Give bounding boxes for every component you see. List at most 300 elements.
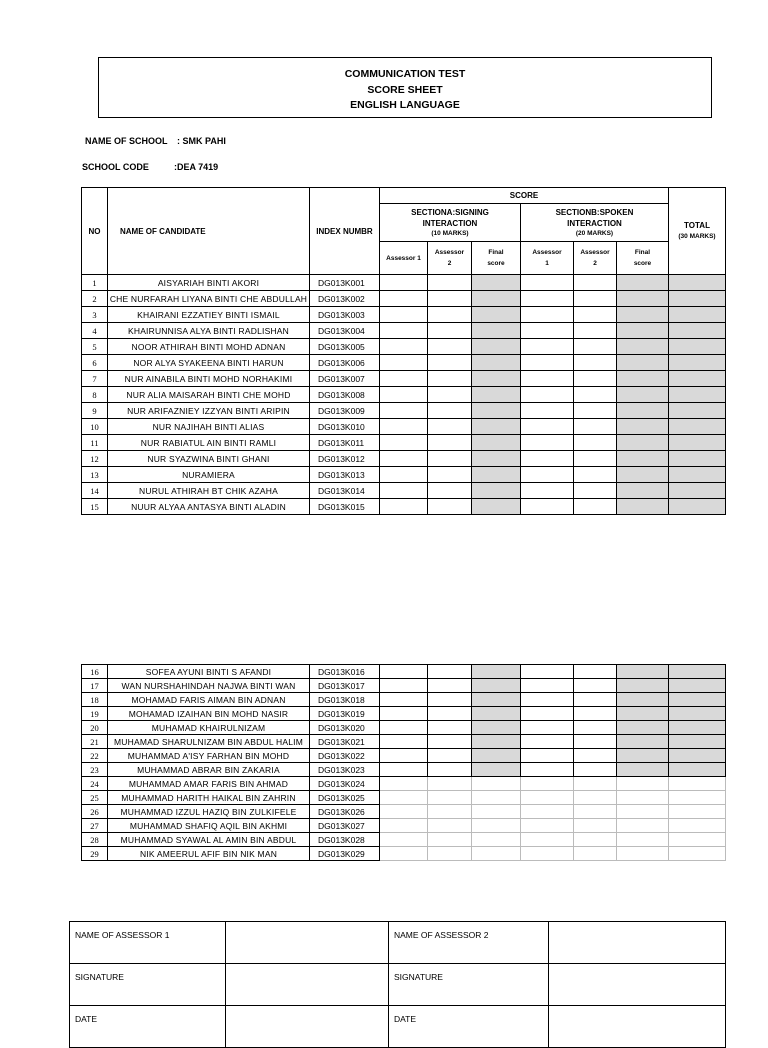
sec-a-assessor-2-score[interactable] <box>428 693 472 707</box>
sec-a-assessor-2-score[interactable] <box>428 499 472 515</box>
sec-b-assessor-1-score[interactable] <box>521 791 574 805</box>
row-number: 9 <box>82 403 108 419</box>
index-number: DG013K008 <box>310 387 380 403</box>
sec-a-assessor-2-score[interactable] <box>428 763 472 777</box>
sec-a-assessor-2-score[interactable] <box>428 355 472 371</box>
table-row <box>82 763 726 777</box>
candidate-name: MUHAMMAD IZZUL HAZIQ BIN ZULKIFELE <box>108 805 310 819</box>
sec-a-assessor-2-score[interactable] <box>428 451 472 467</box>
sec-b-assessor-2-score[interactable] <box>574 805 617 819</box>
sec-b-final-score[interactable] <box>617 707 669 721</box>
index-number: DG013K003 <box>310 307 380 323</box>
table-row <box>82 499 726 515</box>
assessor-2-date-field[interactable] <box>549 1006 726 1048</box>
candidate-name: MUHAMMAD A'ISY FARHAN BIN MOHD <box>108 749 310 763</box>
table-row <box>82 819 726 833</box>
sec-b-assessor-2-score[interactable] <box>574 665 617 679</box>
sec-a-final-score[interactable] <box>472 499 521 515</box>
sec-a-final-score[interactable] <box>472 403 521 419</box>
total-score[interactable] <box>669 679 726 693</box>
sec-b-assessor-1-score[interactable] <box>521 371 574 387</box>
sec-b-assessor-1-score[interactable] <box>521 805 574 819</box>
sec-a-assessor-1-score[interactable] <box>380 339 428 355</box>
total-score[interactable] <box>669 291 726 307</box>
index-number: DG013K009 <box>310 403 380 419</box>
sec-b-assessor-1-score[interactable] <box>521 275 574 291</box>
assessor-1-signature-field[interactable] <box>226 964 389 1006</box>
total-score[interactable] <box>669 833 726 847</box>
sec-b-assessor-1-score[interactable] <box>521 467 574 483</box>
total-score[interactable] <box>669 499 726 515</box>
total-score[interactable] <box>669 847 726 861</box>
table-row <box>82 275 726 291</box>
section-b-marks: (20 MARKS) <box>575 230 614 237</box>
candidate-name: MUHAMMAD SYAWAL AL AMIN BIN ABDUL <box>108 833 310 847</box>
sec-b-assessor-1-score[interactable] <box>521 403 574 419</box>
sec-b-assessor-1-score[interactable] <box>521 833 574 847</box>
row-number: 17 <box>82 679 108 693</box>
table-row <box>82 435 726 451</box>
sec-b-final-score[interactable] <box>617 791 669 805</box>
total-score[interactable] <box>669 307 726 323</box>
sec-a-assessor-1-score[interactable] <box>380 707 428 721</box>
col-header-no: NO <box>82 188 108 275</box>
sec-a-assessor-1-score[interactable] <box>380 419 428 435</box>
sec-a-assessor-1-score[interactable] <box>380 679 428 693</box>
candidate-name: MUHAMMAD ABRAR BIN ZAKARIA <box>108 763 310 777</box>
sec-a-assessor-2-score[interactable] <box>428 805 472 819</box>
index-number: DG013K005 <box>310 339 380 355</box>
index-number: DG013K027 <box>310 819 380 833</box>
table-row <box>82 693 726 707</box>
sec-b-final-score[interactable] <box>617 307 669 323</box>
sec-b-assessor-2-score[interactable] <box>574 483 617 499</box>
sec-a-assessor-2-score[interactable] <box>428 419 472 435</box>
index-number: DG013K002 <box>310 291 380 307</box>
sec-b-assessor-2-score[interactable] <box>574 721 617 735</box>
sec-a-assessor-1-score[interactable] <box>380 665 428 679</box>
sec-b-final-score[interactable] <box>617 451 669 467</box>
sec-a-assessor-1-score[interactable] <box>380 721 428 735</box>
sec-b-final-score[interactable] <box>617 693 669 707</box>
sec-a-assessor-2-score[interactable] <box>428 721 472 735</box>
index-number: DG013K004 <box>310 323 380 339</box>
total-score[interactable] <box>669 387 726 403</box>
row-number: 18 <box>82 693 108 707</box>
sec-a-assessor-1-score[interactable] <box>380 467 428 483</box>
total-score[interactable] <box>669 339 726 355</box>
table-row <box>82 735 726 749</box>
sec-b-assessor-1-score[interactable] <box>521 847 574 861</box>
candidate-name: NIK AMEERUL AFIF BIN NIK MAN <box>108 847 310 861</box>
sec-b-assessor-2-score[interactable] <box>574 387 617 403</box>
table-row <box>82 419 726 435</box>
index-number: DG013K025 <box>310 791 380 805</box>
total-score[interactable] <box>669 721 726 735</box>
sec-a-final-score[interactable] <box>472 451 521 467</box>
candidate-name: MUHAMAD SHARULNIZAM BIN ABDUL HALIM <box>108 735 310 749</box>
total-score[interactable] <box>669 483 726 499</box>
sec-b-final-score[interactable] <box>617 499 669 515</box>
index-number: DG013K024 <box>310 777 380 791</box>
sec-b-assessor-2-score[interactable] <box>574 339 617 355</box>
sec-b-final-score[interactable] <box>617 763 669 777</box>
sec-a-final-score[interactable] <box>472 791 521 805</box>
assessor-2-signature-field[interactable] <box>549 964 726 1006</box>
sec-a-assessor-1-score[interactable] <box>380 693 428 707</box>
sec-a-final-score[interactable] <box>472 721 521 735</box>
sec-a-assessor-1-score[interactable] <box>380 291 428 307</box>
sec-b-final-score[interactable] <box>617 435 669 451</box>
sec-a-assessor-1-score[interactable] <box>380 833 428 847</box>
section-b-header <box>521 204 669 242</box>
assessor-1-date-field[interactable] <box>226 1006 389 1048</box>
total-score[interactable] <box>669 735 726 749</box>
sec-a-final-score[interactable] <box>472 371 521 387</box>
sec-a-final-score[interactable] <box>472 387 521 403</box>
col-header-total <box>669 188 726 275</box>
assessor-2-name-field[interactable] <box>549 922 726 964</box>
total-score[interactable] <box>669 707 726 721</box>
sec-b-assessor-1-score[interactable] <box>521 777 574 791</box>
sec-b-assessor-2-score[interactable] <box>574 693 617 707</box>
sec-b-assessor-1-score[interactable] <box>521 419 574 435</box>
table-row <box>82 339 726 355</box>
sec-a-assessor-1-score[interactable] <box>380 735 428 749</box>
total-score[interactable] <box>669 275 726 291</box>
sec-b-assessor-2-score[interactable] <box>574 679 617 693</box>
sec-b-assessor-2-score[interactable] <box>574 323 617 339</box>
sec-a-assessor-1-score[interactable] <box>380 451 428 467</box>
sec-b-assessor-2-score[interactable] <box>574 735 617 749</box>
row-number: 2 <box>82 291 108 307</box>
sec-a-final-score[interactable] <box>472 707 521 721</box>
index-number: DG013K020 <box>310 721 380 735</box>
sec-a-final-score[interactable] <box>472 763 521 777</box>
sec-a-assessor-1-score[interactable] <box>380 763 428 777</box>
sec-a-assessor-2-score[interactable] <box>428 833 472 847</box>
sec-b-assessor-2-score[interactable] <box>574 419 617 435</box>
sec-a-final-score[interactable] <box>472 693 521 707</box>
sec-b-final-score[interactable] <box>617 291 669 307</box>
row-number: 4 <box>82 323 108 339</box>
index-number: DG013K013 <box>310 467 380 483</box>
candidate-name: WAN NURSHAHINDAH NAJWA BINTI WAN <box>108 679 310 693</box>
sec-a-final-score[interactable] <box>472 307 521 323</box>
sec-a-assessor-2-score[interactable] <box>428 371 472 387</box>
total-score[interactable] <box>669 777 726 791</box>
sec-a-assessor-1-score[interactable] <box>380 819 428 833</box>
row-number: 7 <box>82 371 108 387</box>
sec-b-final-score[interactable] <box>617 467 669 483</box>
row-number: 29 <box>82 847 108 861</box>
total-score[interactable] <box>669 371 726 387</box>
sec-a-final-score[interactable] <box>472 435 521 451</box>
index-number: DG013K028 <box>310 833 380 847</box>
sec-a-assessor-2-score[interactable] <box>428 403 472 419</box>
title-line-1: COMMUNICATION TEST <box>344 68 466 80</box>
sec-a-assessor-1-score[interactable] <box>380 387 428 403</box>
row-number: 5 <box>82 339 108 355</box>
assessor-signoff-table <box>69 921 726 1048</box>
sec-b-final-score[interactable] <box>617 819 669 833</box>
sec-b-assessor-2-score[interactable] <box>574 791 617 805</box>
sec-b-assessor-2-score[interactable] <box>574 467 617 483</box>
sec-a-assessor-1-score[interactable] <box>380 805 428 819</box>
sec-b-assessor-1-score[interactable] <box>521 763 574 777</box>
sec-a-assessor-2-score[interactable] <box>428 749 472 763</box>
candidate-name: NUR SYAZWINA BINTI GHANI <box>108 451 310 467</box>
table-row <box>82 403 726 419</box>
sec-b-final-score[interactable] <box>617 805 669 819</box>
sec-a-assessor-2-score[interactable] <box>428 339 472 355</box>
total-score[interactable] <box>669 819 726 833</box>
sec-a-final-score[interactable] <box>472 833 521 847</box>
total-score[interactable] <box>669 323 726 339</box>
sec-a-final-score[interactable] <box>472 679 521 693</box>
sec-a-assessor-1-score[interactable] <box>380 435 428 451</box>
sec-b-assessor-1-score[interactable] <box>521 819 574 833</box>
table-row <box>82 847 726 861</box>
sec-b-final-score[interactable] <box>617 339 669 355</box>
sec-b-assessor-2-score[interactable] <box>574 499 617 515</box>
sec-b-final-score[interactable] <box>617 483 669 499</box>
sec-a-assessor-2-score[interactable] <box>428 791 472 805</box>
sec-b-assessor-2-score[interactable] <box>574 819 617 833</box>
sec-b-assessor-1-score[interactable] <box>521 355 574 371</box>
index-number: DG013K019 <box>310 707 380 721</box>
sec-b-assessor-2-score[interactable] <box>574 275 617 291</box>
sec-a-assessor-2-score[interactable] <box>428 707 472 721</box>
sec-a-final-score[interactable] <box>472 749 521 763</box>
sec-a-assessor-1-score[interactable] <box>380 307 428 323</box>
row-number: 10 <box>82 419 108 435</box>
sec-a-assessor-1-score[interactable] <box>380 499 428 515</box>
col-header-name: NAME OF CANDIDATE <box>108 188 310 275</box>
table-row <box>82 721 726 735</box>
sec-b-final-score[interactable] <box>617 735 669 749</box>
sec-b-assessor-1-score[interactable] <box>521 435 574 451</box>
total-score[interactable] <box>669 467 726 483</box>
sec-a-assessor-2-score[interactable] <box>428 467 472 483</box>
sec-a-assessor-2-score[interactable] <box>428 291 472 307</box>
candidate-name: NUUR ALYAA ANTASYA BINTI ALADIN <box>108 499 310 515</box>
col-header-index: INDEX NUMBR <box>310 188 380 275</box>
sec-a-final-score[interactable] <box>472 339 521 355</box>
sec-a-assessor-1-score[interactable] <box>380 275 428 291</box>
sec-a-assessor-2-score[interactable] <box>428 679 472 693</box>
sec-b-assessor-1-score[interactable] <box>521 665 574 679</box>
sec-a-final-score[interactable] <box>472 355 521 371</box>
sec-b-assessor-2-score[interactable] <box>574 707 617 721</box>
section-a-assessor-2: Assessor 2 <box>428 242 472 275</box>
sec-a-final-score[interactable] <box>472 323 521 339</box>
sec-b-assessor-2-score[interactable] <box>574 355 617 371</box>
candidate-name: NUR ARIFAZNIEY IZZYAN BINTI ARIPIN <box>108 403 310 419</box>
sec-a-assessor-1-score[interactable] <box>380 403 428 419</box>
row-number: 11 <box>82 435 108 451</box>
sec-b-assessor-2-score[interactable] <box>574 777 617 791</box>
sec-b-assessor-1-score[interactable] <box>521 707 574 721</box>
sec-b-assessor-1-score[interactable] <box>521 307 574 323</box>
sec-b-final-score[interactable] <box>617 679 669 693</box>
sec-a-assessor-2-score[interactable] <box>428 275 472 291</box>
candidate-name: MUHAMAD KHAIRULNIZAM <box>108 721 310 735</box>
sec-a-assessor-2-score[interactable] <box>428 435 472 451</box>
sec-b-final-score[interactable] <box>617 847 669 861</box>
sec-a-assessor-2-score[interactable] <box>428 483 472 499</box>
sec-b-assessor-2-score[interactable] <box>574 371 617 387</box>
sec-a-assessor-1-score[interactable] <box>380 777 428 791</box>
assessor-1-name-label: NAME OF ASSESSOR 1 <box>70 922 226 964</box>
sec-b-assessor-2-score[interactable] <box>574 847 617 861</box>
table-row <box>82 467 726 483</box>
candidate-name: NUR NAJIHAH BINTI ALIAS <box>108 419 310 435</box>
total-score[interactable] <box>669 435 726 451</box>
section-b-assessor-2: Assessor 2 <box>574 242 617 275</box>
sec-a-assessor-2-score[interactable] <box>428 665 472 679</box>
sec-a-final-score[interactable] <box>472 819 521 833</box>
sec-b-assessor-2-score[interactable] <box>574 307 617 323</box>
sec-a-final-score[interactable] <box>472 291 521 307</box>
table-row <box>82 805 726 819</box>
index-number: DG013K026 <box>310 805 380 819</box>
sec-a-assessor-1-score[interactable] <box>380 483 428 499</box>
title-line-3: ENGLISH LANGUAGE <box>350 99 460 111</box>
section-b-assessor-1: Assessor 1 <box>521 242 574 275</box>
row-number: 21 <box>82 735 108 749</box>
sec-a-final-score[interactable] <box>472 483 521 499</box>
sec-a-assessor-2-score[interactable] <box>428 847 472 861</box>
sec-b-assessor-1-score[interactable] <box>521 749 574 763</box>
total-score[interactable] <box>669 355 726 371</box>
sec-b-final-score[interactable] <box>617 275 669 291</box>
school-code-label: SCHOOL CODE <box>82 162 149 172</box>
total-score[interactable] <box>669 665 726 679</box>
sec-b-final-score[interactable] <box>617 355 669 371</box>
sec-b-assessor-1-score[interactable] <box>521 387 574 403</box>
sec-a-assessor-1-score[interactable] <box>380 323 428 339</box>
table-row <box>82 291 726 307</box>
index-number: DG013K015 <box>310 499 380 515</box>
sec-b-final-score[interactable] <box>617 323 669 339</box>
sec-b-final-score[interactable] <box>617 749 669 763</box>
sec-a-final-score[interactable] <box>472 777 521 791</box>
school-name-value: : SMK PAHI <box>177 136 226 146</box>
total-score[interactable] <box>669 403 726 419</box>
candidate-name: NURUL ATHIRAH BT CHIK AZAHA <box>108 483 310 499</box>
sec-b-assessor-2-score[interactable] <box>574 451 617 467</box>
sec-b-assessor-1-score[interactable] <box>521 721 574 735</box>
sec-b-assessor-2-score[interactable] <box>574 435 617 451</box>
sec-b-assessor-1-score[interactable] <box>521 679 574 693</box>
total-label: TOTAL <box>684 221 710 230</box>
candidate-name: NOR ALYA SYAKEENA BINTI HARUN <box>108 355 310 371</box>
sec-b-assessor-2-score[interactable] <box>574 403 617 419</box>
assessor-1-name-field[interactable] <box>226 922 389 964</box>
sec-b-assessor-1-score[interactable] <box>521 339 574 355</box>
candidate-name: NOOR ATHIRAH BINTI MOHD ADNAN <box>108 339 310 355</box>
sec-b-final-score[interactable] <box>617 777 669 791</box>
sec-a-final-score[interactable] <box>472 275 521 291</box>
sec-b-assessor-1-score[interactable] <box>521 735 574 749</box>
index-number: DG013K010 <box>310 419 380 435</box>
sec-b-final-score[interactable] <box>617 665 669 679</box>
row-number: 25 <box>82 791 108 805</box>
sec-b-assessor-2-score[interactable] <box>574 749 617 763</box>
row-number: 3 <box>82 307 108 323</box>
sec-a-assessor-1-score[interactable] <box>380 371 428 387</box>
sec-b-final-score[interactable] <box>617 419 669 435</box>
sec-a-final-score[interactable] <box>472 419 521 435</box>
sec-a-final-score[interactable] <box>472 735 521 749</box>
total-score[interactable] <box>669 805 726 819</box>
table-row <box>82 777 726 791</box>
sec-a-final-score[interactable] <box>472 805 521 819</box>
candidate-name: NURAMIERA <box>108 467 310 483</box>
sec-b-assessor-1-score[interactable] <box>521 291 574 307</box>
table-row <box>82 791 726 805</box>
total-score[interactable] <box>669 451 726 467</box>
sec-b-assessor-1-score[interactable] <box>521 499 574 515</box>
sec-a-assessor-2-score[interactable] <box>428 819 472 833</box>
sec-b-final-score[interactable] <box>617 833 669 847</box>
sec-a-assessor-2-score[interactable] <box>428 307 472 323</box>
total-score[interactable] <box>669 419 726 435</box>
candidate-name: NUR AINABILA BINTI MOHD NORHAKIMI <box>108 371 310 387</box>
sec-a-assessor-2-score[interactable] <box>428 387 472 403</box>
sec-b-assessor-2-score[interactable] <box>574 763 617 777</box>
sec-b-assessor-2-score[interactable] <box>574 291 617 307</box>
sec-a-assessor-1-score[interactable] <box>380 355 428 371</box>
sec-a-assessor-2-score[interactable] <box>428 323 472 339</box>
sec-a-assessor-1-score[interactable] <box>380 847 428 861</box>
row-number: 22 <box>82 749 108 763</box>
table-row <box>82 833 726 847</box>
table-body-part-1 <box>82 275 726 515</box>
table-row <box>82 707 726 721</box>
total-score[interactable] <box>669 763 726 777</box>
sec-b-assessor-1-score[interactable] <box>521 483 574 499</box>
sec-a-final-score[interactable] <box>472 467 521 483</box>
sec-b-final-score[interactable] <box>617 387 669 403</box>
row-number: 28 <box>82 833 108 847</box>
table-row <box>82 371 726 387</box>
sec-a-final-score[interactable] <box>472 665 521 679</box>
document-title-box <box>98 57 712 118</box>
sec-b-final-score[interactable] <box>617 403 669 419</box>
sec-b-assessor-2-score[interactable] <box>574 833 617 847</box>
candidate-name: CHE NURFARAH LIYANA BINTI CHE ABDULLAH <box>108 291 310 307</box>
sec-a-assessor-1-score[interactable] <box>380 791 428 805</box>
sec-a-assessor-2-score[interactable] <box>428 735 472 749</box>
title-line-2: SCORE SHEET <box>367 83 443 96</box>
total-score[interactable] <box>669 749 726 763</box>
sec-b-final-score[interactable] <box>617 371 669 387</box>
total-score[interactable] <box>669 791 726 805</box>
sec-a-assessor-2-score[interactable] <box>428 777 472 791</box>
row-number: 1 <box>82 275 108 291</box>
sec-a-final-score[interactable] <box>472 847 521 861</box>
sec-a-assessor-1-score[interactable] <box>380 749 428 763</box>
sec-b-assessor-1-score[interactable] <box>521 451 574 467</box>
section-b-title: SECTIONB:SPOKEN INTERACTION <box>555 208 634 228</box>
sec-b-assessor-1-score[interactable] <box>521 323 574 339</box>
candidate-name: KHAIRUNNISA ALYA BINTI RADLISHAN <box>108 323 310 339</box>
total-score[interactable] <box>669 693 726 707</box>
sec-b-final-score[interactable] <box>617 721 669 735</box>
sec-b-assessor-1-score[interactable] <box>521 693 574 707</box>
